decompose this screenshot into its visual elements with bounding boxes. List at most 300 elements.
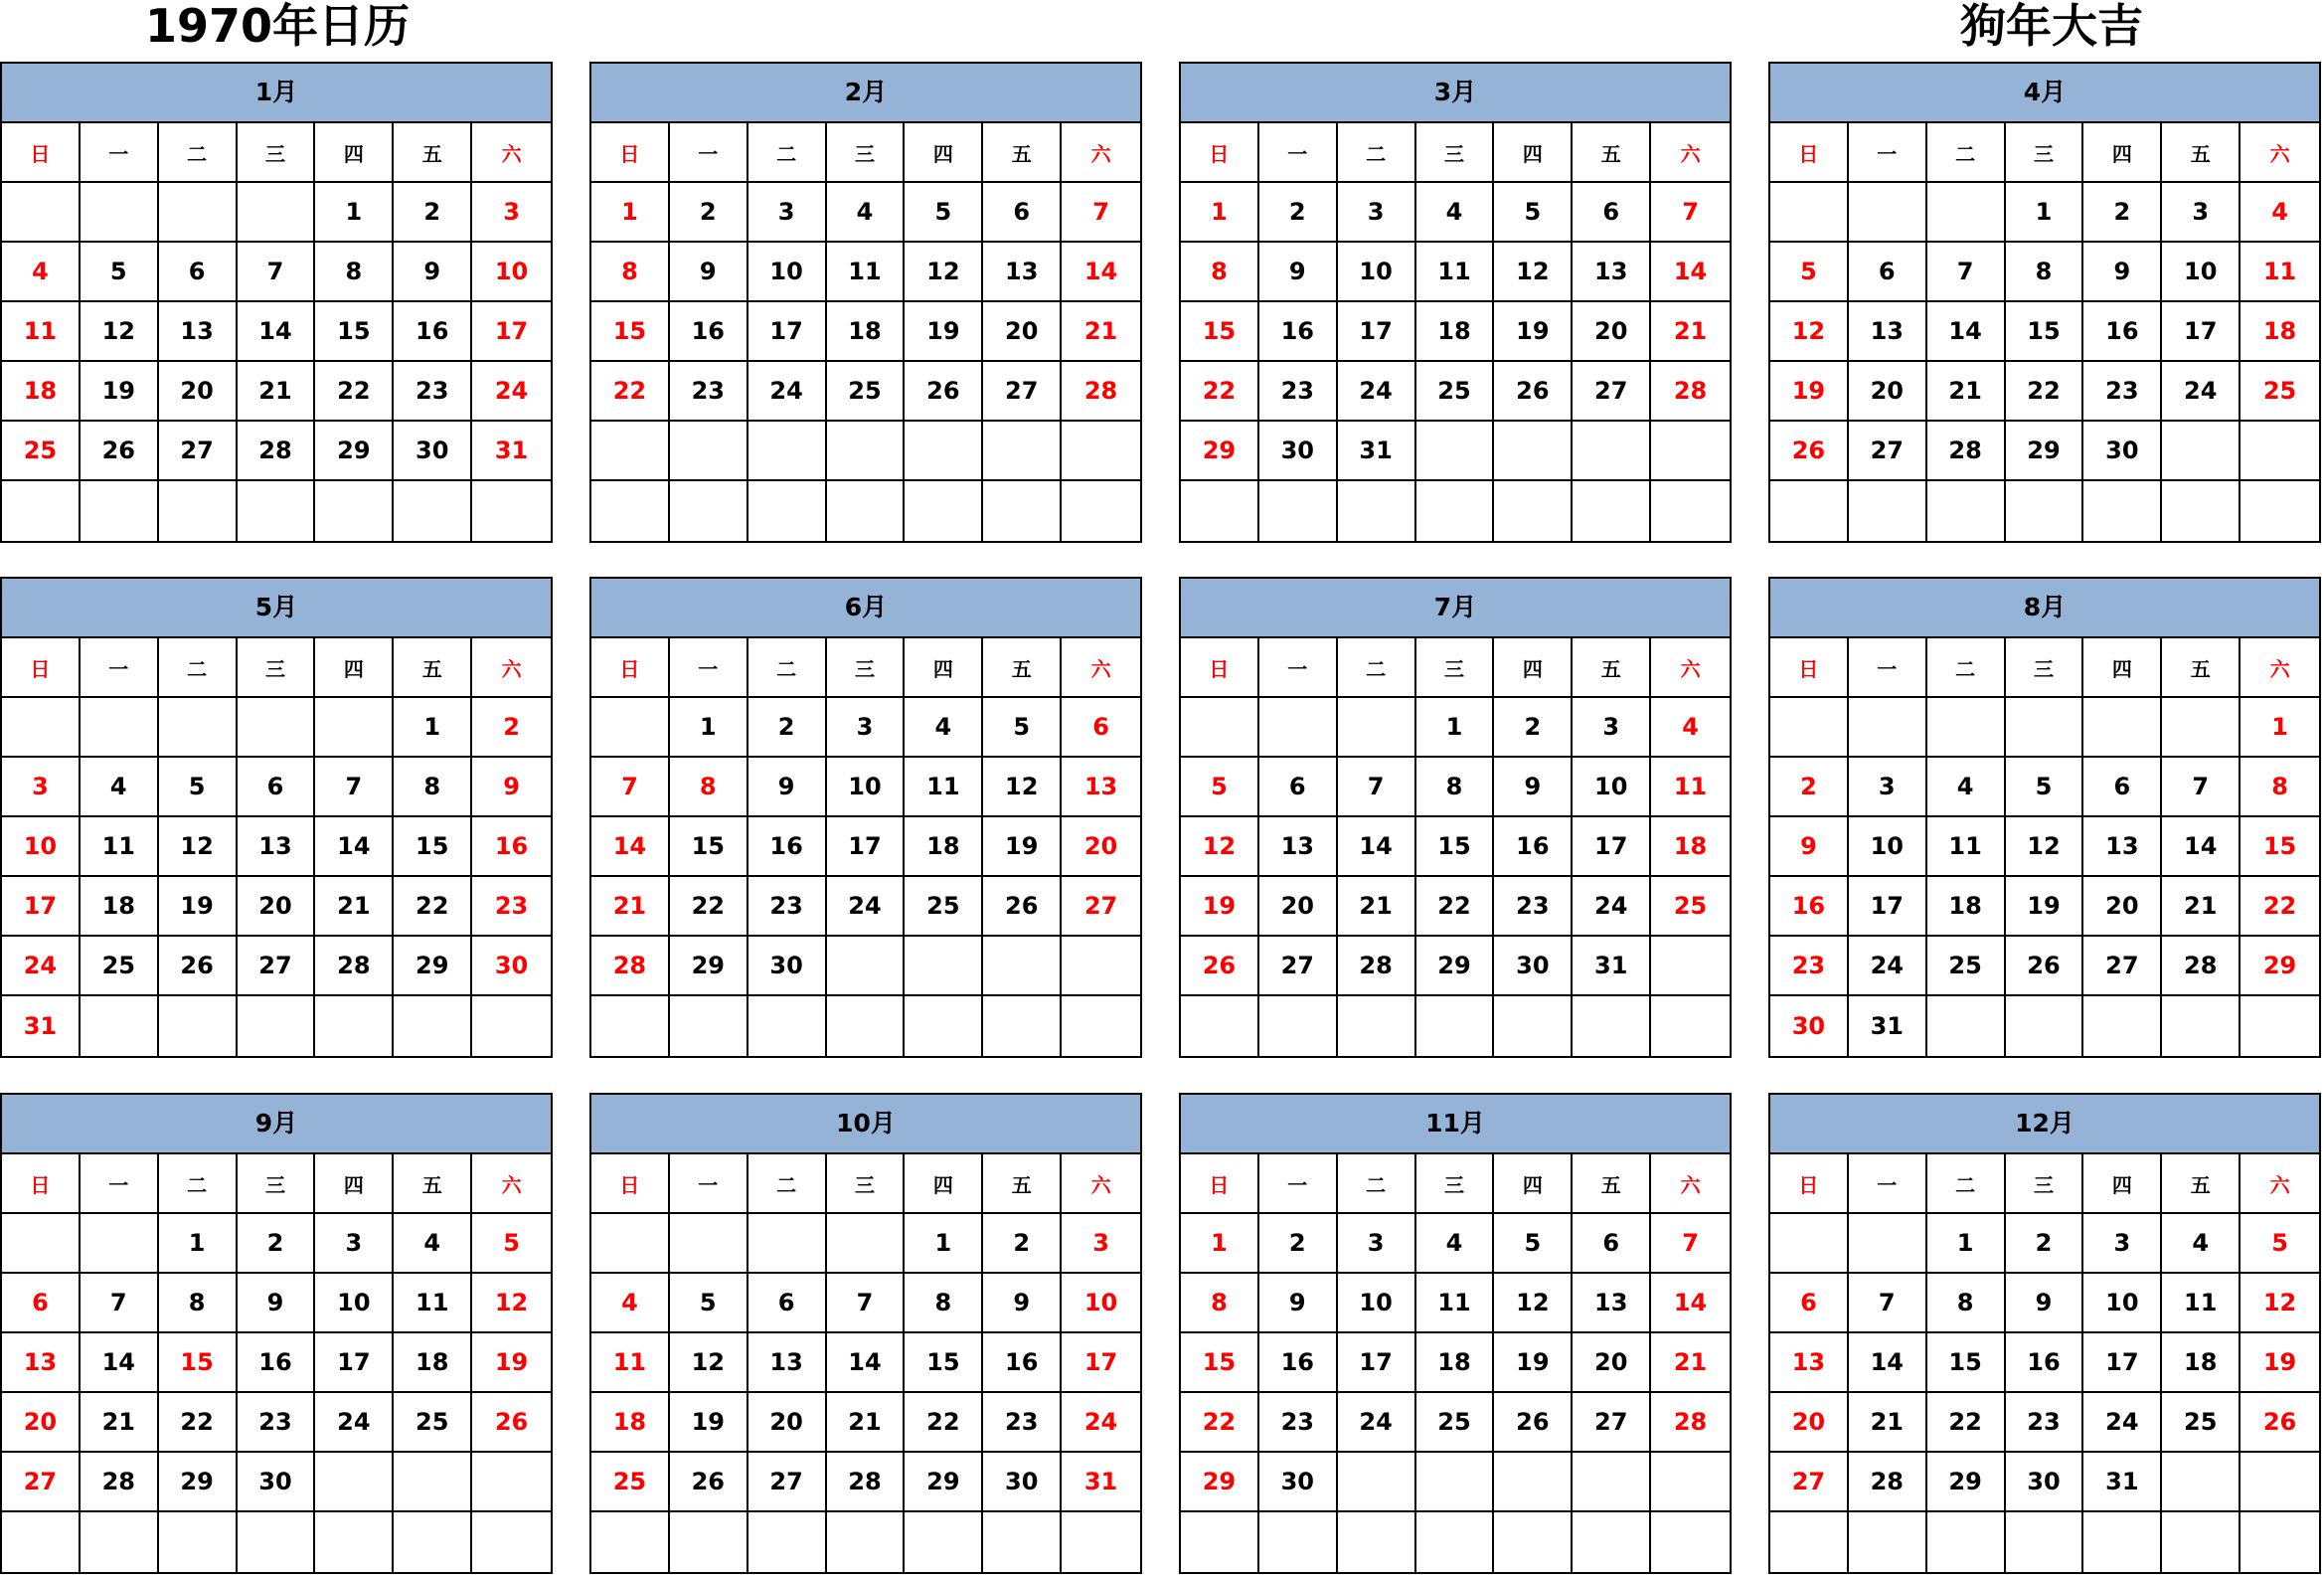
day-cell: 20 — [238, 877, 316, 937]
weekday-header: 日 — [1770, 638, 1849, 698]
day-cell: 6 — [1849, 243, 1927, 302]
day-cell: 4 — [905, 698, 983, 758]
day-cell: 28 — [1651, 362, 1730, 422]
year-greeting: 狗年大吉 — [1960, 0, 2143, 53]
day-cell: 2 — [670, 183, 748, 243]
day-cell: 4 — [394, 1214, 472, 1274]
empty-cell — [472, 996, 551, 1056]
day-cell: 3 — [2, 758, 81, 817]
month-title: 2月 — [591, 64, 1140, 123]
day-cell: 20 — [1573, 1333, 1651, 1393]
day-cell: 11 — [1416, 1274, 1495, 1333]
day-cell: 5 — [1494, 183, 1573, 243]
empty-cell — [1062, 996, 1140, 1056]
day-cell: 25 — [591, 1453, 670, 1512]
day-cell: 14 — [315, 817, 394, 877]
weekday-header: 四 — [315, 123, 394, 183]
day-cell: 24 — [1338, 362, 1416, 422]
empty-cell — [81, 1512, 159, 1572]
empty-cell — [2, 183, 81, 243]
day-cell: 17 — [2083, 1333, 2162, 1393]
empty-cell — [591, 1214, 670, 1274]
day-cell: 16 — [2006, 1333, 2084, 1393]
day-cell: 7 — [591, 758, 670, 817]
day-cell: 2 — [2083, 183, 2162, 243]
day-cell: 15 — [1927, 1333, 2006, 1393]
month-title: 6月 — [591, 579, 1140, 638]
day-cell: 4 — [1927, 758, 2006, 817]
empty-cell — [1181, 698, 1259, 758]
day-cell: 3 — [748, 183, 827, 243]
day-cell: 26 — [983, 877, 1062, 937]
day-cell: 25 — [1927, 937, 2006, 996]
weekday-header: 六 — [2241, 123, 2319, 183]
day-cell: 23 — [670, 362, 748, 422]
day-cell: 23 — [2083, 362, 2162, 422]
day-cell: 28 — [1338, 937, 1416, 996]
day-cell: 8 — [591, 243, 670, 302]
empty-cell — [591, 698, 670, 758]
day-cell: 28 — [1849, 1453, 1927, 1512]
day-cell: 18 — [827, 302, 906, 362]
day-cell: 13 — [748, 1333, 827, 1393]
day-cell: 8 — [905, 1274, 983, 1333]
month-grid — [1181, 1154, 1730, 1572]
month-calendar — [1768, 577, 2321, 1058]
day-cell: 15 — [1416, 817, 1495, 877]
day-cell: 7 — [1849, 1274, 1927, 1333]
weekday-header: 三 — [1416, 638, 1495, 698]
weekday-header: 五 — [983, 638, 1062, 698]
empty-cell — [1770, 1512, 1849, 1572]
day-cell: 25 — [394, 1393, 472, 1453]
day-cell: 9 — [2006, 1274, 2084, 1333]
empty-cell — [670, 996, 748, 1056]
empty-cell — [2006, 698, 2084, 758]
empty-cell — [1416, 481, 1495, 541]
empty-cell — [2162, 698, 2241, 758]
day-cell: 30 — [748, 937, 827, 996]
day-cell: 19 — [1770, 362, 1849, 422]
day-cell: 14 — [238, 302, 316, 362]
day-cell: 13 — [1573, 243, 1651, 302]
day-cell: 26 — [670, 1453, 748, 1512]
day-cell: 18 — [2, 362, 81, 422]
empty-cell — [748, 996, 827, 1056]
empty-cell — [1494, 1512, 1573, 1572]
day-cell: 19 — [670, 1393, 748, 1453]
empty-cell — [1338, 481, 1416, 541]
day-cell: 14 — [1927, 302, 2006, 362]
day-cell: 9 — [394, 243, 472, 302]
weekday-header: 三 — [827, 1154, 906, 1214]
weekday-header: 二 — [1927, 123, 2006, 183]
day-cell: 1 — [394, 698, 472, 758]
day-cell: 29 — [2241, 937, 2319, 996]
day-cell: 23 — [472, 877, 551, 937]
day-cell: 19 — [1494, 302, 1573, 362]
weekday-header: 一 — [1259, 1154, 1338, 1214]
day-cell: 11 — [1651, 758, 1730, 817]
empty-cell — [2241, 422, 2319, 481]
day-cell: 13 — [1849, 302, 1927, 362]
day-cell: 1 — [2241, 698, 2319, 758]
day-cell: 7 — [1651, 1214, 1730, 1274]
month-title: 10月 — [591, 1095, 1140, 1154]
day-cell: 22 — [591, 362, 670, 422]
empty-cell — [983, 937, 1062, 996]
day-cell: 18 — [1927, 877, 2006, 937]
day-cell: 23 — [1259, 1393, 1338, 1453]
day-cell: 21 — [1062, 302, 1140, 362]
day-cell: 31 — [1849, 996, 1927, 1056]
weekday-header: 六 — [1062, 1154, 1140, 1214]
day-cell: 29 — [905, 1453, 983, 1512]
day-cell: 29 — [159, 1453, 238, 1512]
day-cell: 27 — [1573, 362, 1651, 422]
weekday-header: 二 — [1927, 1154, 2006, 1214]
day-cell: 5 — [2241, 1214, 2319, 1274]
day-cell: 24 — [472, 362, 551, 422]
day-cell: 22 — [1416, 877, 1495, 937]
weekday-header: 日 — [2, 638, 81, 698]
day-cell: 16 — [472, 817, 551, 877]
day-cell: 13 — [983, 243, 1062, 302]
empty-cell — [394, 1453, 472, 1512]
day-cell: 31 — [2083, 1453, 2162, 1512]
day-cell: 10 — [748, 243, 827, 302]
weekday-header: 六 — [1062, 123, 1140, 183]
empty-cell — [1927, 183, 2006, 243]
empty-cell — [1849, 1512, 1927, 1572]
weekday-header: 五 — [2162, 638, 2241, 698]
day-cell: 6 — [1770, 1274, 1849, 1333]
empty-cell — [1573, 996, 1651, 1056]
day-cell: 4 — [1416, 183, 1495, 243]
weekday-header: 五 — [394, 638, 472, 698]
day-cell: 5 — [159, 758, 238, 817]
day-cell: 7 — [2162, 758, 2241, 817]
day-cell: 28 — [315, 937, 394, 996]
empty-cell — [905, 996, 983, 1056]
day-cell: 10 — [472, 243, 551, 302]
day-cell: 29 — [315, 422, 394, 481]
day-cell: 26 — [1494, 362, 1573, 422]
weekday-header: 四 — [2083, 1154, 2162, 1214]
weekday-header: 一 — [1259, 123, 1338, 183]
day-cell: 27 — [238, 937, 316, 996]
day-cell: 12 — [1181, 817, 1259, 877]
weekday-header: 日 — [2, 123, 81, 183]
day-cell: 8 — [159, 1274, 238, 1333]
weekday-header: 五 — [2162, 123, 2241, 183]
day-cell: 2 — [2006, 1214, 2084, 1274]
day-cell: 31 — [472, 422, 551, 481]
day-cell: 17 — [1338, 1333, 1416, 1393]
empty-cell — [81, 1214, 159, 1274]
day-cell: 26 — [2006, 937, 2084, 996]
empty-cell — [1849, 481, 1927, 541]
day-cell: 8 — [1181, 243, 1259, 302]
day-cell: 22 — [1927, 1393, 2006, 1453]
calendar-title: 1970年日历 — [145, 0, 411, 53]
empty-cell — [1062, 937, 1140, 996]
day-cell: 13 — [2, 1333, 81, 1393]
day-cell: 30 — [472, 937, 551, 996]
weekday-header: 六 — [1062, 638, 1140, 698]
day-cell: 27 — [748, 1453, 827, 1512]
weekday-header: 一 — [81, 638, 159, 698]
day-cell: 13 — [238, 817, 316, 877]
day-cell: 30 — [983, 1453, 1062, 1512]
day-cell: 26 — [81, 422, 159, 481]
day-cell: 6 — [983, 183, 1062, 243]
empty-cell — [1770, 183, 1849, 243]
day-cell: 11 — [394, 1274, 472, 1333]
day-cell: 30 — [1494, 937, 1573, 996]
weekday-header: 三 — [2006, 638, 2084, 698]
day-cell: 1 — [1416, 698, 1495, 758]
empty-cell — [472, 1512, 551, 1572]
day-cell: 29 — [1927, 1453, 2006, 1512]
day-cell: 18 — [2241, 302, 2319, 362]
day-cell: 6 — [1259, 758, 1338, 817]
day-cell: 8 — [1927, 1274, 2006, 1333]
weekday-header: 一 — [1849, 123, 1927, 183]
day-cell: 18 — [1416, 302, 1495, 362]
empty-cell — [1181, 481, 1259, 541]
empty-cell — [827, 996, 906, 1056]
month-title: 9月 — [2, 1095, 551, 1154]
empty-cell — [1573, 1453, 1651, 1512]
weekday-header: 五 — [1573, 1154, 1651, 1214]
weekday-header: 四 — [1494, 123, 1573, 183]
weekday-header: 日 — [591, 1154, 670, 1214]
day-cell: 14 — [1338, 817, 1416, 877]
day-cell: 26 — [472, 1393, 551, 1453]
weekday-header: 六 — [2241, 1154, 2319, 1214]
day-cell: 3 — [2162, 183, 2241, 243]
day-cell: 24 — [748, 362, 827, 422]
day-cell: 10 — [1573, 758, 1651, 817]
empty-cell — [1416, 1453, 1495, 1512]
day-cell: 23 — [1770, 937, 1849, 996]
empty-cell — [1651, 422, 1730, 481]
month-title: 11月 — [1181, 1095, 1730, 1154]
empty-cell — [2162, 481, 2241, 541]
empty-cell — [670, 1214, 748, 1274]
empty-cell — [1494, 1453, 1573, 1512]
day-cell: 18 — [1651, 817, 1730, 877]
day-cell: 2 — [1494, 698, 1573, 758]
day-cell: 21 — [1651, 1333, 1730, 1393]
weekday-header: 三 — [238, 123, 316, 183]
day-cell: 9 — [748, 758, 827, 817]
weekday-header: 一 — [670, 638, 748, 698]
day-cell: 31 — [2, 996, 81, 1056]
day-cell: 8 — [394, 758, 472, 817]
day-cell: 12 — [159, 817, 238, 877]
empty-cell — [2083, 698, 2162, 758]
day-cell: 11 — [81, 817, 159, 877]
weekday-header: 一 — [81, 123, 159, 183]
empty-cell — [1338, 1512, 1416, 1572]
empty-cell — [315, 698, 394, 758]
day-cell: 10 — [315, 1274, 394, 1333]
day-cell: 6 — [1573, 183, 1651, 243]
day-cell: 7 — [1338, 758, 1416, 817]
day-cell: 29 — [2006, 422, 2084, 481]
day-cell: 30 — [1259, 1453, 1338, 1512]
day-cell: 18 — [2162, 1333, 2241, 1393]
empty-cell — [1651, 1512, 1730, 1572]
empty-cell — [905, 422, 983, 481]
empty-cell — [1494, 422, 1573, 481]
empty-cell — [1927, 1512, 2006, 1572]
day-cell: 25 — [1416, 362, 1495, 422]
day-cell: 17 — [472, 302, 551, 362]
month-grid — [2, 123, 551, 541]
day-cell: 11 — [591, 1333, 670, 1393]
empty-cell — [670, 1512, 748, 1572]
weekday-header: 四 — [315, 638, 394, 698]
day-cell: 17 — [1338, 302, 1416, 362]
weekday-header: 四 — [905, 1154, 983, 1214]
day-cell: 2 — [394, 183, 472, 243]
empty-cell — [1849, 698, 1927, 758]
day-cell: 11 — [1927, 817, 2006, 877]
day-cell: 20 — [2083, 877, 2162, 937]
month-grid — [2, 638, 551, 1056]
empty-cell — [1416, 996, 1495, 1056]
empty-cell — [2006, 481, 2084, 541]
day-cell: 5 — [1770, 243, 1849, 302]
day-cell: 11 — [2, 302, 81, 362]
empty-cell — [81, 183, 159, 243]
day-cell: 29 — [394, 937, 472, 996]
day-cell: 15 — [159, 1333, 238, 1393]
day-cell: 26 — [1770, 422, 1849, 481]
day-cell: 31 — [1573, 937, 1651, 996]
month-grid — [1181, 123, 1730, 541]
weekday-header: 二 — [748, 638, 827, 698]
day-cell: 24 — [2, 937, 81, 996]
day-cell: 19 — [1181, 877, 1259, 937]
weekday-header: 二 — [159, 638, 238, 698]
weekday-header: 五 — [394, 1154, 472, 1214]
empty-cell — [315, 1512, 394, 1572]
day-cell: 7 — [238, 243, 316, 302]
day-cell: 20 — [1849, 362, 1927, 422]
empty-cell — [983, 422, 1062, 481]
empty-cell — [394, 996, 472, 1056]
day-cell: 20 — [1573, 302, 1651, 362]
empty-cell — [2, 1512, 81, 1572]
day-cell: 1 — [159, 1214, 238, 1274]
day-cell: 19 — [159, 877, 238, 937]
day-cell: 3 — [472, 183, 551, 243]
day-cell: 29 — [1181, 422, 1259, 481]
weekday-header: 二 — [1338, 123, 1416, 183]
empty-cell — [1651, 937, 1730, 996]
empty-cell — [81, 996, 159, 1056]
month-title: 5月 — [2, 579, 551, 638]
day-cell: 13 — [2083, 817, 2162, 877]
day-cell: 22 — [1181, 1393, 1259, 1453]
weekday-header: 六 — [472, 1154, 551, 1214]
weekday-header: 二 — [748, 1154, 827, 1214]
day-cell: 6 — [159, 243, 238, 302]
day-cell: 22 — [905, 1393, 983, 1453]
weekday-header: 四 — [905, 638, 983, 698]
day-cell: 26 — [905, 362, 983, 422]
empty-cell — [159, 996, 238, 1056]
day-cell: 26 — [1494, 1393, 1573, 1453]
day-cell: 4 — [1416, 1214, 1495, 1274]
weekday-header: 二 — [748, 123, 827, 183]
day-cell: 9 — [238, 1274, 316, 1333]
day-cell: 4 — [827, 183, 906, 243]
empty-cell — [1770, 1214, 1849, 1274]
day-cell: 2 — [1259, 1214, 1338, 1274]
empty-cell — [1338, 996, 1416, 1056]
empty-cell — [238, 183, 316, 243]
day-cell: 15 — [1181, 1333, 1259, 1393]
day-cell: 27 — [1062, 877, 1140, 937]
day-cell: 18 — [1416, 1333, 1495, 1393]
day-cell: 13 — [1062, 758, 1140, 817]
empty-cell — [2162, 1453, 2241, 1512]
day-cell: 27 — [2083, 937, 2162, 996]
day-cell: 2 — [472, 698, 551, 758]
month-calendar — [1179, 62, 1732, 543]
empty-cell — [2, 1214, 81, 1274]
weekday-header: 三 — [1416, 1154, 1495, 1214]
day-cell: 27 — [1770, 1453, 1849, 1512]
weekday-header: 三 — [238, 638, 316, 698]
day-cell: 16 — [238, 1333, 316, 1393]
weekday-header: 三 — [827, 638, 906, 698]
day-cell: 25 — [827, 362, 906, 422]
empty-cell — [238, 698, 316, 758]
day-cell: 14 — [1651, 243, 1730, 302]
day-cell: 9 — [670, 243, 748, 302]
day-cell: 15 — [2006, 302, 2084, 362]
day-cell: 10 — [2, 817, 81, 877]
day-cell: 4 — [2, 243, 81, 302]
day-cell: 16 — [983, 1333, 1062, 1393]
day-cell: 10 — [1338, 1274, 1416, 1333]
day-cell: 8 — [1416, 758, 1495, 817]
day-cell: 10 — [2162, 243, 2241, 302]
empty-cell — [2006, 1512, 2084, 1572]
day-cell: 7 — [1927, 243, 2006, 302]
day-cell: 2 — [238, 1214, 316, 1274]
weekday-header: 日 — [1181, 1154, 1259, 1214]
weekday-header: 五 — [1573, 123, 1651, 183]
day-cell: 14 — [827, 1333, 906, 1393]
day-cell: 19 — [2006, 877, 2084, 937]
day-cell: 7 — [827, 1274, 906, 1333]
day-cell: 13 — [1259, 817, 1338, 877]
day-cell: 14 — [81, 1333, 159, 1393]
empty-cell — [591, 422, 670, 481]
empty-cell — [591, 481, 670, 541]
day-cell: 25 — [2162, 1393, 2241, 1453]
day-cell: 24 — [1573, 877, 1651, 937]
day-cell: 3 — [827, 698, 906, 758]
empty-cell — [1062, 422, 1140, 481]
